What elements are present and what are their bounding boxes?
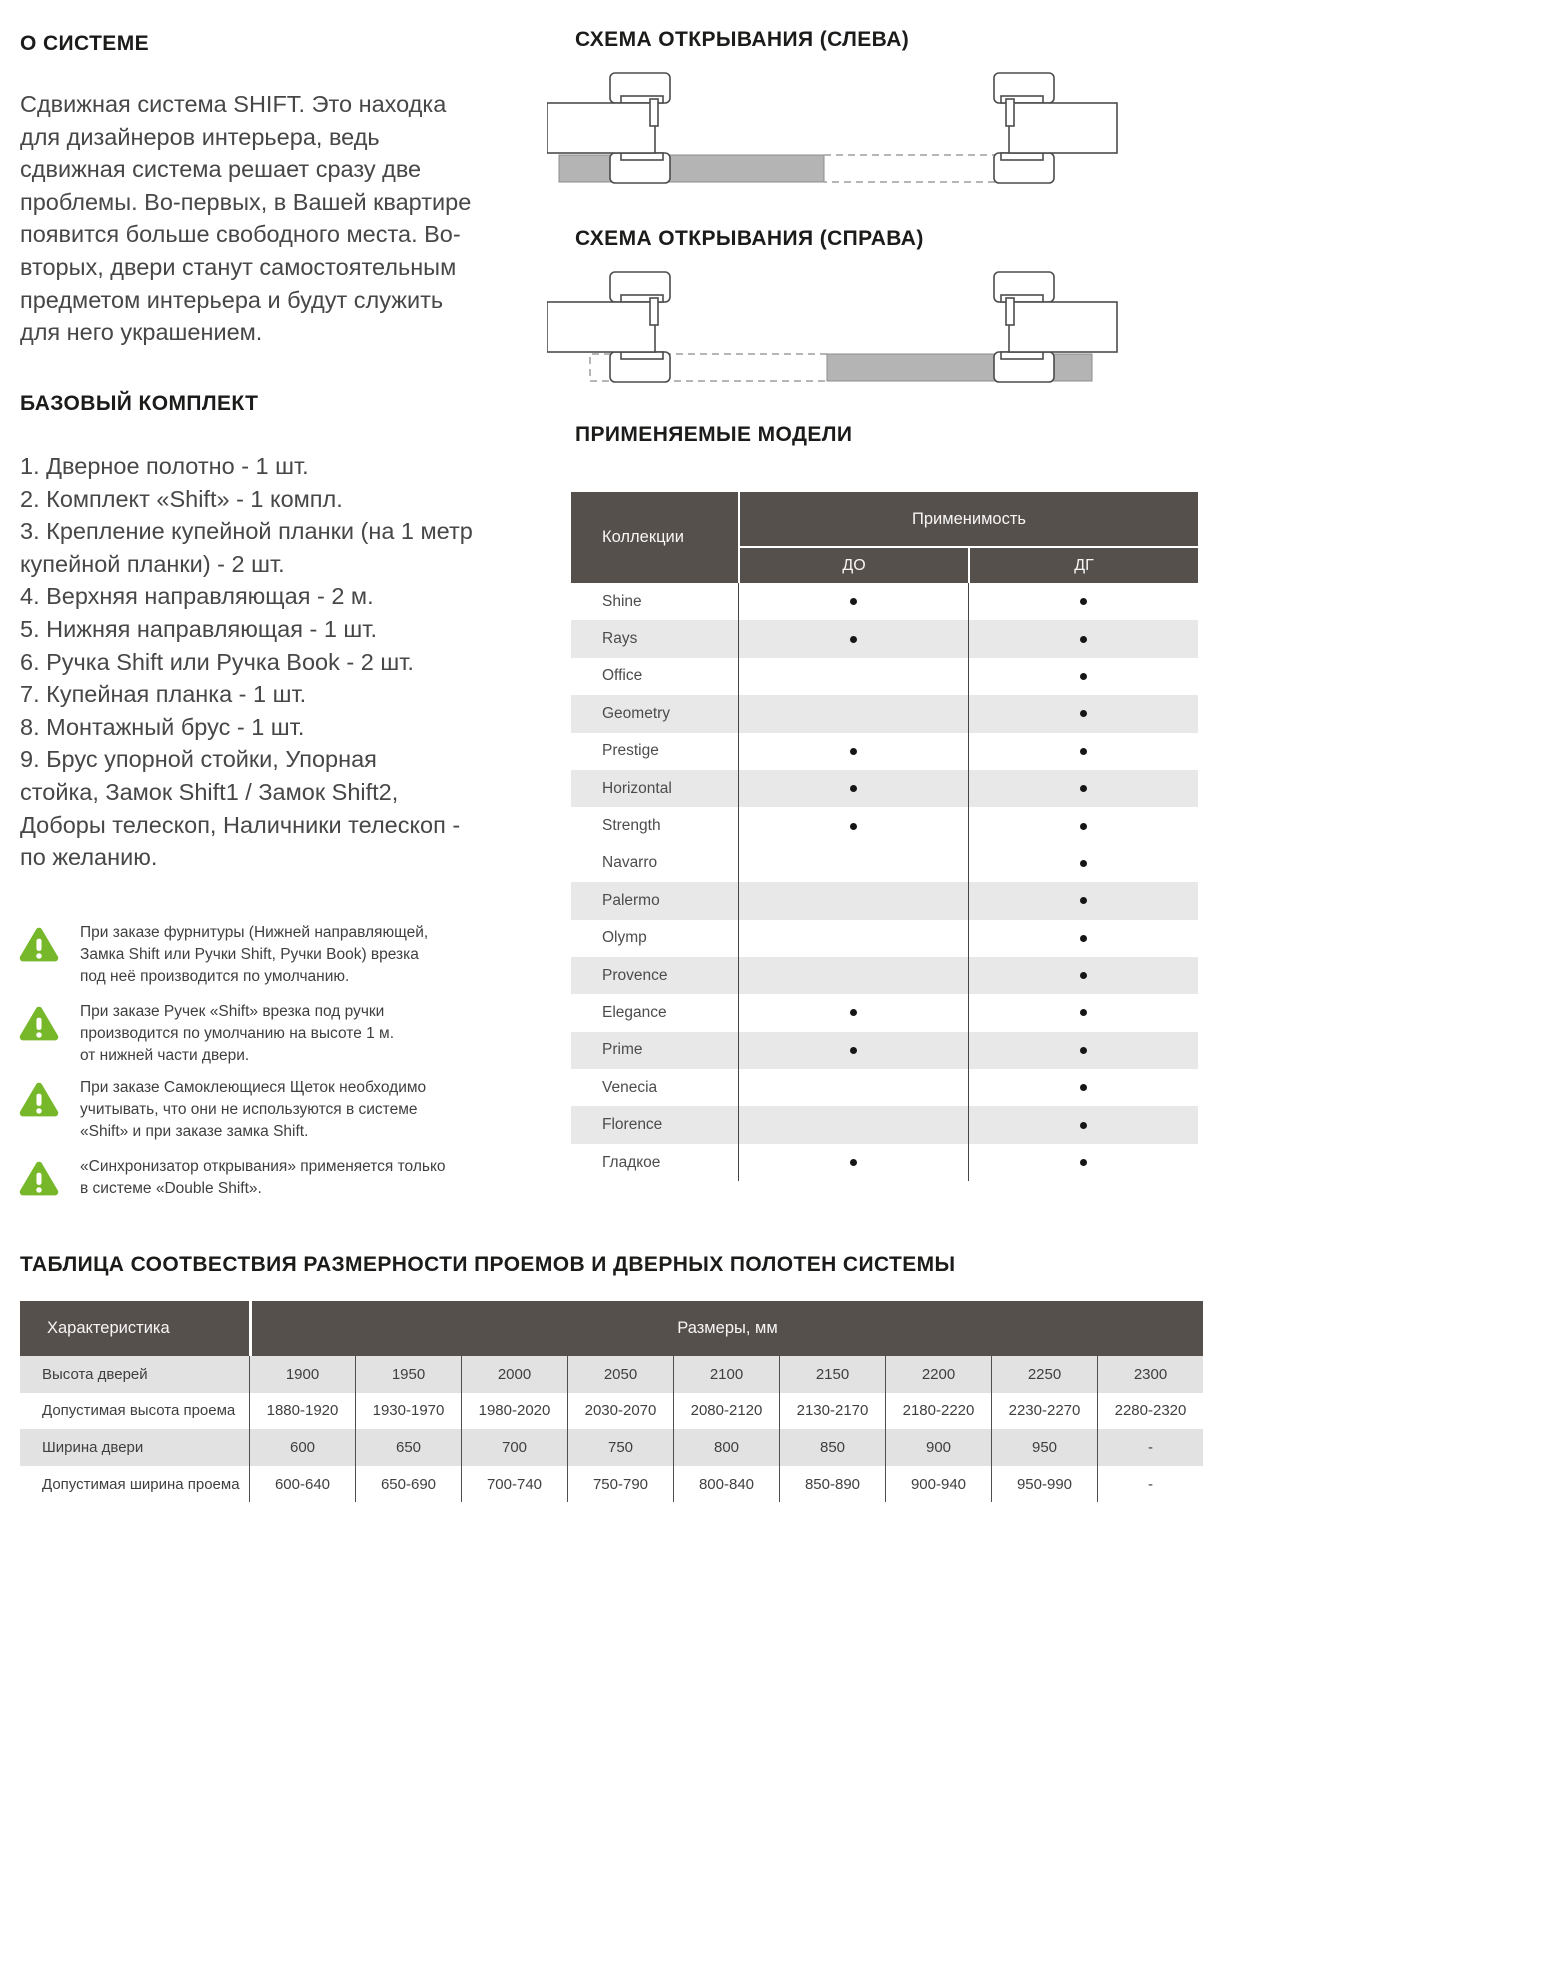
size-value: - [1097, 1466, 1203, 1503]
size-value: 850 [779, 1429, 885, 1466]
table-row [571, 1069, 1198, 1106]
kit-line: стойка, Замок Shift1 / Замок Shift2, [20, 778, 399, 805]
about-line: для него украшением. [20, 319, 263, 346]
row-label: Допустимая ширина проема [42, 1475, 240, 1493]
size-value: 2230-2270 [991, 1393, 1097, 1430]
collection-name: Palermo [602, 891, 660, 909]
models-heading: ПРИМЕНЯЕМЫЕ МОДЕЛИ [575, 423, 853, 446]
kit-line: купейной планки) - 2 шт. [20, 550, 285, 577]
warning-note [18, 922, 428, 989]
warning-text [80, 922, 428, 989]
size-value: 950-990 [991, 1466, 1097, 1503]
size-value: 650 [355, 1429, 461, 1466]
warning-line: При заказе Ручек «Shift» врезка под ручки [80, 1003, 385, 1020]
left-wall-jamb [547, 272, 670, 382]
cell-dg [968, 920, 1198, 957]
table-row [571, 695, 1198, 732]
bullet-dot [850, 748, 857, 755]
bullet-dot [850, 785, 857, 792]
collection-name: Olymp [602, 929, 647, 947]
size-value: 2150 [779, 1356, 885, 1393]
table-row [571, 1144, 1198, 1181]
collection-name: Florence [602, 1116, 663, 1134]
about-heading: О СИСТЕМЕ [20, 32, 150, 55]
bullet-dot [1080, 823, 1087, 830]
cell-do [738, 583, 968, 620]
bullet-dot [850, 1009, 857, 1016]
kit-line: Доборы телескоп, Наличники телескоп - [20, 811, 461, 838]
collection-name: Horizontal [602, 779, 672, 797]
bullet-dot [1080, 1084, 1087, 1091]
cell-dg [968, 957, 1198, 994]
warning-line: При заказе фурнитуры (Нижней направляющей, [80, 924, 429, 941]
size-value: 800-840 [673, 1466, 779, 1503]
size-value: 2280-2320 [1097, 1393, 1203, 1430]
collection-name: Prestige [602, 742, 659, 760]
warning-line: производится по умолчанию на высоте 1 м. [80, 1025, 395, 1043]
table-row [571, 845, 1198, 882]
collection-name: Elegance [602, 1003, 667, 1021]
warning-note [18, 1156, 446, 1200]
collection-name: Shine [602, 592, 642, 610]
bullet-dot [1080, 860, 1087, 867]
cell-dg [968, 733, 1198, 770]
size-value: 750-790 [567, 1466, 673, 1503]
table-row [571, 994, 1198, 1031]
cell-dg [968, 695, 1198, 732]
cell-dg [968, 807, 1198, 844]
table-row [571, 920, 1198, 957]
table-row [571, 770, 1198, 807]
bullet-dot [850, 1159, 857, 1166]
warning-text [80, 1156, 446, 1200]
warning-line: учитывать, что они не используются в системе [80, 1101, 418, 1119]
size-value: 2250 [991, 1356, 1097, 1393]
cell-dg [968, 882, 1198, 919]
cell-do [738, 882, 968, 919]
cell-do [738, 920, 968, 957]
cell-dg [968, 658, 1198, 695]
collection-name: Гладкое [602, 1153, 661, 1171]
door-open-position-bar [559, 155, 824, 182]
warning-triangle-icon [18, 1004, 60, 1044]
cell-do [738, 845, 968, 882]
column-header-characteristic: Характеристика [20, 1301, 249, 1356]
kit-line: 6. Ручка Shift или Ручка Book - 2 шт. [20, 648, 414, 675]
cell-do [738, 1144, 968, 1181]
warning-text [80, 1077, 426, 1144]
kit-line: 2. Комплект «Shift» - 1 компл. [20, 485, 343, 512]
warning-triangle-icon [18, 1159, 60, 1199]
warning-triangle-icon [18, 925, 60, 965]
models-table-header [571, 492, 1198, 583]
kit-line: 7. Купейная планка - 1 шт. [20, 681, 307, 708]
warning-line: При заказе Самоклеющиеся Щеток необходимо [80, 1079, 427, 1096]
sizes-heading: ТАБЛИЦА СООТВЕСТВИЯ РАЗМЕРНОСТИ ПРОЕМОВ И ДВЕРНЫХ ПОЛОТЕН СИСТЕМЫ [20, 1253, 956, 1276]
bullet-dot [850, 636, 857, 643]
kit-line: 8. Монтажный брус - 1 шт. [20, 713, 305, 740]
size-value: 600 [249, 1429, 355, 1466]
column-header-dg: ДГ [970, 548, 1198, 583]
table-row [571, 1106, 1198, 1143]
sizes-table-header [20, 1301, 1203, 1356]
about-line: появится больше свободного места. Во- [20, 221, 461, 248]
size-value: 2100 [673, 1356, 779, 1393]
size-value: 2080-2120 [673, 1393, 779, 1430]
collection-name: Provence [602, 966, 668, 984]
cell-dg [968, 770, 1198, 807]
column-header-sizes-mm: Размеры, мм [252, 1301, 1203, 1356]
size-value: 800 [673, 1429, 779, 1466]
bullet-dot [1080, 972, 1087, 979]
bullet-dot [1080, 897, 1087, 904]
size-value: 900 [885, 1429, 991, 1466]
table-row [571, 957, 1198, 994]
table-row [20, 1393, 1203, 1430]
table-row [571, 882, 1198, 919]
scheme-left-diagram [547, 70, 1132, 191]
kit-line: 9. Брус упорной стойки, Упорная [20, 746, 377, 773]
size-value: - [1097, 1429, 1203, 1466]
table-row [571, 733, 1198, 770]
warning-line: под неё производится по умолчанию. [80, 968, 350, 986]
size-value: 2000 [461, 1356, 567, 1393]
collection-name: Venecia [602, 1078, 658, 1096]
kit-list [20, 450, 473, 874]
cell-do [738, 695, 968, 732]
bullet-dot [1080, 1009, 1087, 1016]
about-line: предметом интерьера и будут служить [20, 286, 444, 313]
warning-note [18, 1001, 394, 1068]
cell-do [738, 733, 968, 770]
about-line: Сдвижная система SHIFT. Это находка [20, 91, 447, 117]
kit-line: по желанию. [20, 844, 158, 871]
models-table [571, 492, 1198, 1181]
collection-name: Navarro [602, 854, 658, 872]
column-header-do: ДО [740, 548, 968, 583]
bullet-dot [1080, 748, 1087, 755]
size-value: 700-740 [461, 1466, 567, 1503]
bullet-dot [1080, 710, 1087, 717]
sizes-table [20, 1301, 1203, 1502]
kit-line: 3. Крепление купейной планки (на 1 метр [20, 518, 473, 545]
warning-line: от нижней части двери. [80, 1047, 250, 1065]
cell-do [738, 1106, 968, 1143]
row-label: Ширина двери [42, 1438, 144, 1456]
about-line: сдвижная система решает сразу две [20, 156, 422, 183]
table-row [20, 1356, 1203, 1393]
column-header-collections: Коллекции [571, 492, 738, 583]
cell-dg [968, 845, 1198, 882]
cell-do [738, 1032, 968, 1069]
warning-line: «Shift» и при заказе замка Shift. [80, 1123, 309, 1141]
table-row [20, 1466, 1203, 1503]
collection-name: Office [602, 667, 643, 685]
bullet-dot [1080, 1122, 1087, 1129]
bullet-dot [1080, 1047, 1087, 1054]
cell-do [738, 620, 968, 657]
warning-triangle-icon [18, 1080, 60, 1120]
size-value: 1980-2020 [461, 1393, 567, 1430]
size-value: 750 [567, 1429, 673, 1466]
size-value: 2180-2220 [885, 1393, 991, 1430]
size-value: 2130-2170 [779, 1393, 885, 1430]
collection-name: Geometry [602, 704, 671, 722]
size-value: 2200 [885, 1356, 991, 1393]
size-value: 850-890 [779, 1466, 885, 1503]
bullet-dot [1080, 785, 1087, 792]
bullet-dot [1080, 636, 1087, 643]
size-value: 2300 [1097, 1356, 1203, 1393]
cell-dg [968, 994, 1198, 1031]
bullet-dot [1080, 598, 1087, 605]
size-value: 900-940 [885, 1466, 991, 1503]
about-paragraph [20, 88, 471, 349]
bullet-dot [1080, 935, 1087, 942]
cell-dg [968, 583, 1198, 620]
kit-line: 4. Верхняя направляющая - 2 м. [20, 583, 374, 610]
about-line: проблемы. Во-первых, в Вашей квартире [20, 188, 472, 215]
table-row [571, 620, 1198, 657]
warning-line: Замка Shift или Ручки Shift, Ручки Book) врезка [80, 946, 419, 964]
row-label: Высота дверей [42, 1365, 148, 1383]
cell-do [738, 807, 968, 844]
right-wall-jamb [994, 73, 1117, 183]
column-header-applicability: Применимость [740, 492, 1198, 546]
cell-dg [968, 1144, 1198, 1181]
cell-dg [968, 1032, 1198, 1069]
cell-do [738, 658, 968, 695]
cell-do [738, 994, 968, 1031]
cell-do [738, 1069, 968, 1106]
models-table-body [571, 583, 1198, 1181]
scheme-left-heading: СХЕМА ОТКРЫВАНИЯ (СЛЕВА) [575, 28, 910, 51]
cell-dg [968, 1069, 1198, 1106]
row-label: Допустимая высота проема [42, 1402, 236, 1420]
size-value: 2050 [567, 1356, 673, 1393]
kit-heading: БАЗОВЫЙ КОМПЛЕКТ [20, 392, 259, 415]
table-row [571, 807, 1198, 844]
bullet-dot [850, 823, 857, 830]
collection-name: Prime [602, 1041, 643, 1059]
table-row [20, 1429, 1203, 1466]
size-value: 1880-1920 [249, 1393, 355, 1430]
warning-text [80, 1001, 394, 1068]
bullet-dot [1080, 1159, 1087, 1166]
about-line: вторых, двери станут самостоятельным [20, 253, 457, 280]
size-value: 1930-1970 [355, 1393, 461, 1430]
size-value: 1950 [355, 1356, 461, 1393]
bullet-dot [850, 598, 857, 605]
bullet-dot [1080, 673, 1087, 680]
size-value: 950 [991, 1429, 1097, 1466]
cell-dg [968, 620, 1198, 657]
collection-name: Rays [602, 630, 638, 648]
size-value: 2030-2070 [567, 1393, 673, 1430]
size-value: 1900 [249, 1356, 355, 1393]
about-line: для дизайнеров интерьера, ведь [20, 123, 380, 150]
scheme-right-diagram [547, 269, 1132, 390]
size-value: 650-690 [355, 1466, 461, 1503]
bullet-dot [850, 1047, 857, 1054]
kit-line: 1. Дверное полотно - 1 шт. [20, 453, 309, 479]
cell-do [738, 957, 968, 994]
warning-line: «Синхронизатор открывания» применяется только [80, 1158, 446, 1175]
kit-line: 5. Нижняя направляющая - 1 шт. [20, 615, 377, 642]
collection-name: Strength [602, 817, 661, 835]
size-value: 700 [461, 1429, 567, 1466]
size-value: 600-640 [249, 1466, 355, 1503]
cell-do [738, 770, 968, 807]
table-row [571, 1032, 1198, 1069]
warning-note [18, 1077, 426, 1144]
table-row [571, 583, 1198, 620]
warning-line: в системе «Double Shift». [80, 1180, 262, 1198]
sizes-table-body [20, 1356, 1203, 1502]
cell-dg [968, 1106, 1198, 1143]
scheme-right-heading: СХЕМА ОТКРЫВАНИЯ (СПРАВА) [575, 227, 924, 250]
table-row [571, 658, 1198, 695]
